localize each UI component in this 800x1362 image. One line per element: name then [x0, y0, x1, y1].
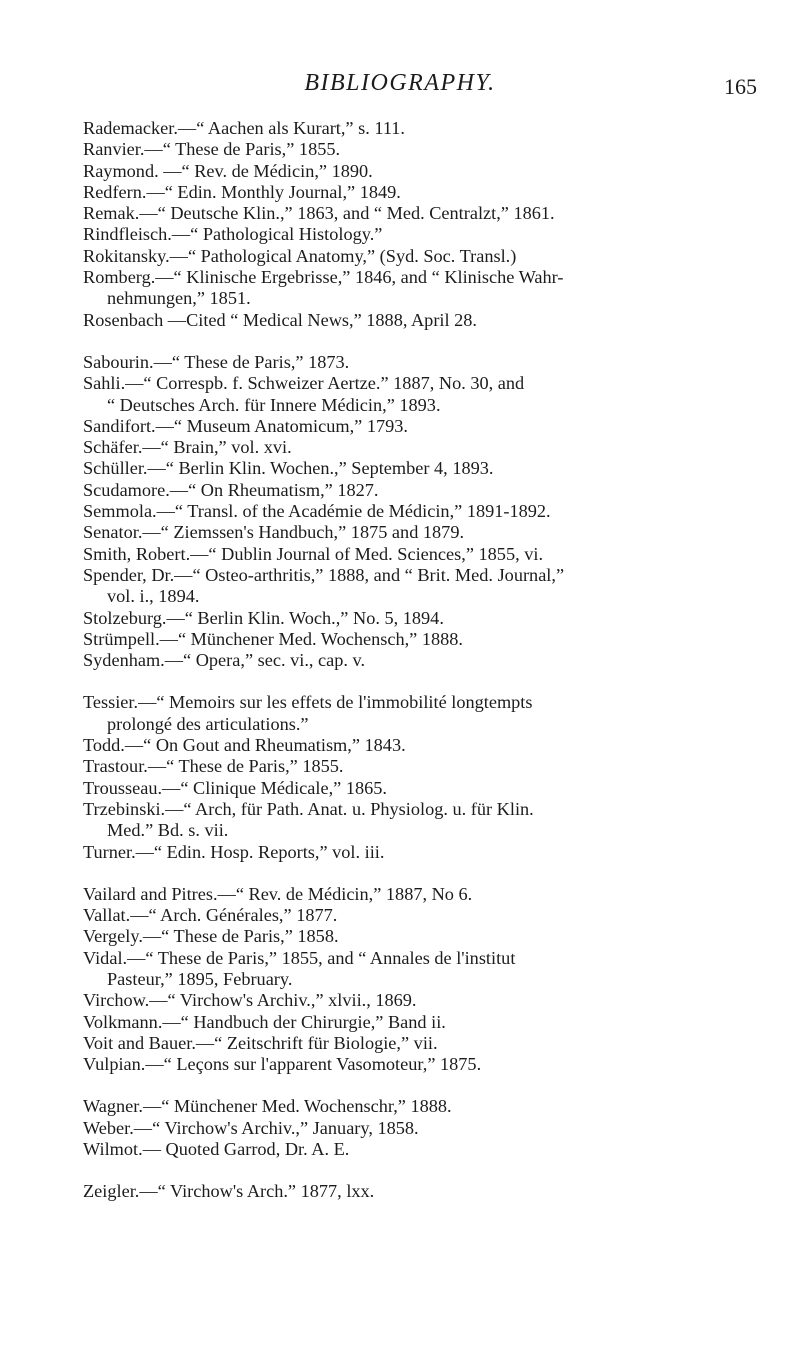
bibliography-entry: [83, 522, 723, 543]
bibliography-entry: [83, 139, 723, 160]
entry-text: Volkmann.—“ Handbuch der Chirurgie,” Band ii.: [83, 1011, 446, 1032]
bibliography-entry: [83, 1096, 723, 1117]
entry-text: Trastour.—“ These de Paris,” 1855.: [83, 756, 344, 777]
entry-text: Semmola.—“ Transl. of the Académie de Médicin,” 1891-1892.: [83, 501, 551, 522]
entry-text: Redfern.—“ Edin. Monthly Journal,” 1849.: [83, 181, 401, 202]
entry-text: Tessier.—“ Memoirs sur les effets de l'immobilité longtempts: [83, 692, 533, 713]
bibliography-entry: [83, 884, 723, 905]
bibliography-entry: [83, 990, 723, 1011]
bibliography-entry: [83, 608, 723, 629]
entry-text: Voit and Bauer.—“ Zeitschrift für Biologie,” vii.: [83, 1032, 438, 1053]
entry-text: Wilmot.— Quoted Garrod, Dr. A. E.: [83, 1139, 350, 1160]
group-spacer: [83, 1075, 723, 1096]
bibliography-entry: [83, 416, 723, 437]
entry-text: Trzebinski.—“ Arch, für Path. Anat. u. Physiolog. u. für Klin.: [83, 798, 534, 819]
entry-continuation: Pasteur,” 1895, February.: [107, 968, 293, 989]
entry-text: Virchow.—“ Virchow's Archiv.,” xlvii., 1869.: [83, 990, 417, 1011]
entry-text: Sandifort.—“ Museum Anatomicum,” 1793.: [83, 415, 408, 436]
entry-text: Sahli.—“ Correspb. f. Schweizer Aertze.” 1887, No. 30, and: [83, 373, 525, 394]
bibliography-entry: [83, 692, 723, 735]
bibliography-entry: [83, 267, 723, 310]
bibliography-entry: [83, 735, 723, 756]
bibliography-entry: [83, 182, 723, 203]
entry-text: Vidal.—“ These de Paris,” 1855, and “ Annales de l'institut: [83, 947, 516, 968]
entry-continuation: nehmungen,” 1851.: [107, 288, 251, 309]
bibliography-entry: [83, 224, 723, 245]
bibliography-entry: [83, 799, 723, 842]
entry-text: Rademacker.—“ Aachen als Kurart,” s. 111.: [83, 118, 406, 138]
entry-text: Vulpian.—“ Leçons sur l'apparent Vasomoteur,” 1875.: [83, 1054, 482, 1075]
entry-text: Rosenbach —Cited “ Medical News,” 1888, April 28.: [83, 309, 477, 330]
bibliography-entry: [83, 118, 723, 139]
entry-text: Schäfer.—“ Brain,” vol. xvi.: [83, 437, 292, 458]
bibliography-entry: [83, 650, 723, 671]
entry-text: Zeigler.—“ Virchow's Arch.” 1877, lxx.: [83, 1181, 375, 1202]
entry-text: Sabourin.—“ These de Paris,” 1873.: [83, 351, 350, 372]
bibliography-entry: [83, 1139, 723, 1160]
group-spacer: [83, 863, 723, 884]
group-spacer: [83, 1160, 723, 1181]
entry-text: Spender, Dr.—“ Osteo-arthritis,” 1888, and “ Brit. Med. Journal,”: [83, 564, 565, 585]
bibliography-entry: [83, 565, 723, 608]
entry-text: Rindfleisch.—“ Pathological Histology.”: [83, 224, 383, 245]
entry-continuation: Med.” Bd. s. vii.: [107, 820, 229, 841]
entry-continuation: vol. i., 1894.: [107, 586, 200, 607]
entry-text: Vergely.—“ These de Paris,” 1858.: [83, 926, 339, 947]
entry-text: Ranvier.—“ These de Paris,” 1855.: [83, 139, 341, 160]
bibliography-entry: [83, 1118, 723, 1139]
bibliography-entry: [83, 842, 723, 863]
bibliography-entry: [83, 544, 723, 565]
entry-text: Sydenham.—“ Opera,” sec. vi., cap. v.: [83, 650, 366, 671]
entry-text: Stolzeburg.—“ Berlin Klin. Woch.,” No. 5, 1894.: [83, 607, 444, 628]
bibliography-entry: [83, 1054, 723, 1075]
bibliography-entry: [83, 458, 723, 479]
entry-text: Romberg.—“ Klinische Ergebrisse,” 1846, and “ Klinische Wahr-: [83, 267, 564, 288]
bibliography-entry: [83, 1012, 723, 1033]
entry-text: Smith, Robert.—“ Dublin Journal of Med. Sciences,” 1855, vi.: [83, 543, 544, 564]
bibliography-entry: [83, 480, 723, 501]
bibliography-entry: [83, 629, 723, 650]
bibliography-entry: [83, 373, 723, 416]
entry-text: Scudamore.—“ On Rheumatism,” 1827.: [83, 479, 379, 500]
bibliography-entry: [83, 501, 723, 522]
entry-text: Vailard and Pitres.—“ Rev. de Médicin,” 1887, No 6.: [83, 883, 473, 904]
group-spacer: [83, 331, 723, 352]
bibliography-entry: [83, 948, 723, 991]
bibliography-entry: [83, 756, 723, 777]
bibliography-entry: [83, 352, 723, 373]
entry-text: Weber.—“ Virchow's Archiv.,” January, 1858.: [83, 1117, 419, 1138]
entry-text: Trousseau.—“ Clinique Médicale,” 1865.: [83, 777, 387, 798]
entry-text: Strümpell.—“ Münchener Med. Wochensch,” 1888.: [83, 628, 463, 649]
entry-text: Turner.—“ Edin. Hosp. Reports,” vol. iii.: [83, 841, 385, 862]
bibliography-entry: [83, 926, 723, 947]
entry-text: Todd.—“ On Gout and Rheumatism,” 1843.: [83, 735, 406, 756]
bibliography-entry: [83, 1033, 723, 1054]
bibliography-entry: [83, 1181, 723, 1202]
entry-text: Schüller.—“ Berlin Klin. Wochen.,” September 4, 1893.: [83, 458, 494, 479]
entry-text: Vallat.—“ Arch. Générales,” 1877.: [83, 905, 338, 926]
bibliography-entry: [83, 246, 723, 267]
entry-text: Remak.—“ Deutsche Klin.,” 1863, and “ Med. Centralzt,” 1861.: [83, 203, 555, 224]
entry-text: Rokitansky.—“ Pathological Anatomy,” (Syd. Soc. Transl.): [83, 245, 517, 266]
bibliography-entry: [83, 778, 723, 799]
entry-text: Wagner.—“ Münchener Med. Wochenschr,” 1888.: [83, 1096, 452, 1117]
bibliography-entry: [83, 437, 723, 458]
bibliography-entry: [83, 161, 723, 182]
bibliography-entry: [83, 203, 723, 224]
entry-text: Raymond. —“ Rev. de Médicin,” 1890.: [83, 160, 373, 181]
running-head: BIBLIOGRAPHY.: [304, 70, 496, 96]
entry-text: Senator.—“ Ziemssen's Handbuch,” 1875 and 1879.: [83, 522, 465, 543]
bibliography-entry: [83, 905, 723, 926]
page-number: 165: [724, 74, 757, 99]
group-spacer: [83, 671, 723, 692]
bibliography-list: [83, 118, 723, 1203]
entry-continuation: “ Deutsches Arch. für Innere Médicin,” 1893.: [107, 394, 441, 415]
entry-continuation: prolongé des articulations.”: [107, 713, 309, 734]
bibliography-entry: [83, 310, 723, 331]
